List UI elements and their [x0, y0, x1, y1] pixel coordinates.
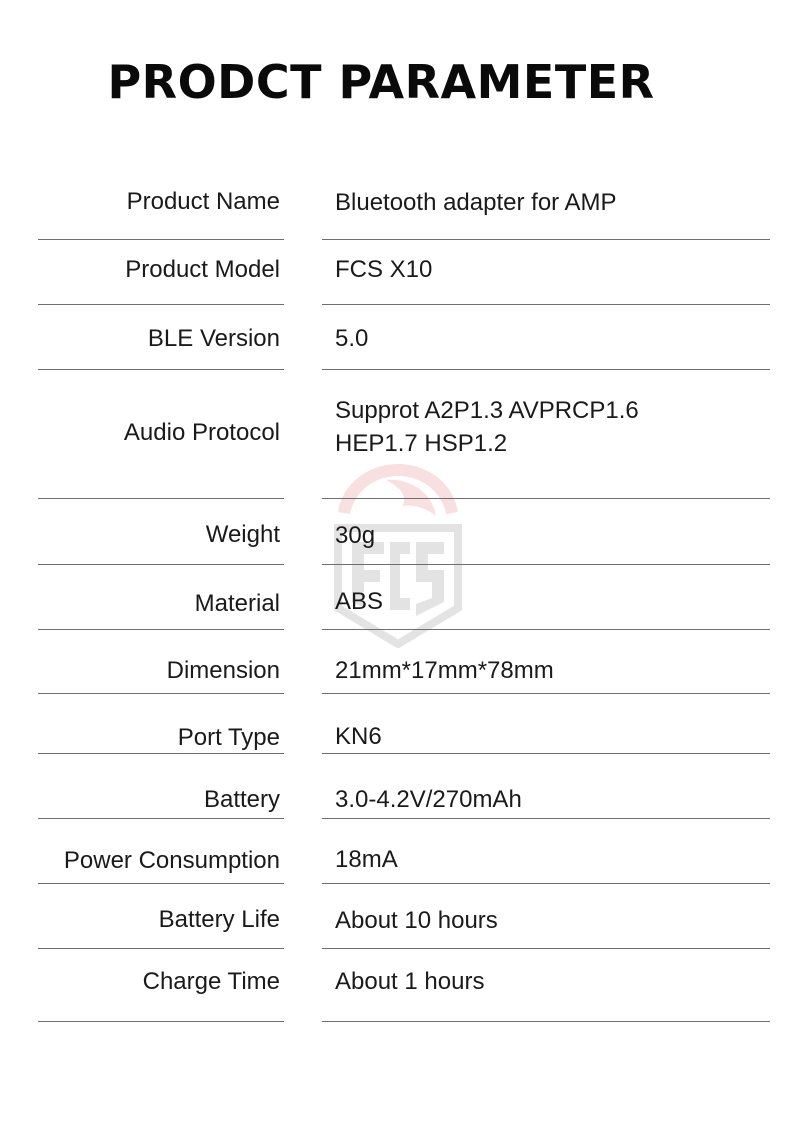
param-value-charge-time: About 1 hours	[335, 968, 485, 995]
param-value-product-name: Bluetooth adapter for AMP	[335, 189, 617, 216]
row-divider	[38, 239, 284, 240]
param-label-power-consumption: Power Consumption	[63, 847, 280, 874]
row-divider	[322, 948, 770, 949]
param-value-product-model: FCS X10	[335, 256, 433, 283]
param-label-audio-protocol: Audio Protocol	[123, 419, 280, 446]
param-label-material: Material	[194, 590, 280, 617]
row-divider	[38, 564, 284, 565]
param-value-ble-version: 5.0	[335, 325, 369, 352]
row-divider	[322, 498, 770, 499]
param-value-material: ABS	[335, 588, 384, 615]
param-label-port-type: Port Type	[177, 724, 280, 751]
row-divider	[38, 629, 284, 630]
row-divider	[322, 753, 770, 754]
param-value-dimension: 21mm*17mm*78mm	[335, 657, 554, 684]
param-value-battery-life: About 10 hours	[335, 907, 498, 934]
param-label-product-name: Product Name	[126, 188, 280, 215]
row-divider	[38, 883, 284, 884]
row-divider	[322, 1021, 770, 1022]
param-label-charge-time: Charge Time	[142, 968, 280, 995]
row-divider	[38, 304, 284, 305]
row-divider	[38, 693, 284, 694]
row-divider	[322, 369, 770, 370]
row-divider	[38, 369, 284, 370]
row-divider	[322, 629, 770, 630]
param-value-audio-protocol-line2: HEP1.7 HSP1.2	[335, 430, 508, 457]
param-label-battery: Battery	[203, 786, 280, 813]
param-value-power-consumption: 18mA	[335, 846, 398, 873]
param-label-battery-life: Battery Life	[158, 906, 280, 933]
row-divider	[38, 818, 284, 819]
row-divider	[38, 1021, 284, 1022]
param-value-weight: 30g	[335, 522, 376, 549]
param-label-ble-version: BLE Version	[147, 325, 280, 352]
page-title: PRODCT PARAMETER	[107, 55, 655, 109]
row-divider	[322, 883, 770, 884]
param-value-battery: 3.0-4.2V/270mAh	[335, 786, 522, 813]
fcs-logo-watermark-icon	[328, 458, 468, 648]
param-value-port-type: KN6	[335, 723, 382, 750]
param-value-audio-protocol-line1: Supprot A2P1.3 AVPRCP1.6	[335, 397, 639, 424]
row-divider	[322, 818, 770, 819]
row-divider	[322, 239, 770, 240]
param-label-weight: Weight	[205, 521, 280, 548]
row-divider	[322, 693, 770, 694]
row-divider	[322, 304, 770, 305]
param-label-product-model: Product Model	[125, 256, 280, 283]
row-divider	[322, 564, 770, 565]
row-divider	[38, 498, 284, 499]
row-divider	[38, 753, 284, 754]
row-divider	[38, 948, 284, 949]
param-label-dimension: Dimension	[166, 657, 280, 684]
